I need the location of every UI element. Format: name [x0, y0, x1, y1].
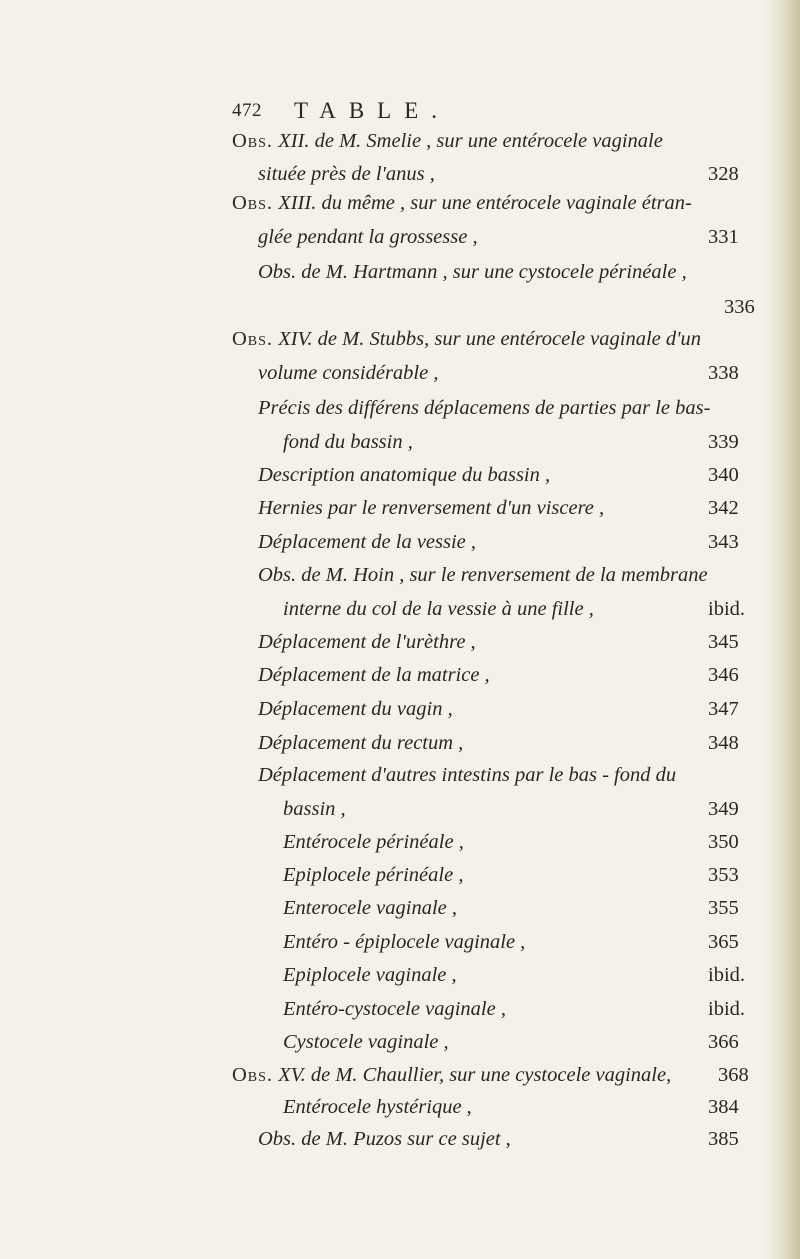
- entry-page-number: 385: [708, 1128, 739, 1150]
- entry-title: Hernies par le renversement d'un viscere ,: [258, 497, 605, 519]
- index-entry: [0, 1058, 760, 1092]
- entry-title: Obs. de M. Hoin , sur le renversement de la membrane: [258, 564, 708, 586]
- entry-page-number: 347: [708, 698, 739, 720]
- index-entry: [0, 658, 760, 692]
- index-entry: [0, 625, 760, 659]
- index-entry: [0, 592, 760, 626]
- entry-title: située près de l'anus ,: [258, 163, 435, 185]
- entry-page-number: 355: [708, 897, 739, 919]
- entry-text: [258, 491, 604, 525]
- entry-text: [283, 592, 594, 626]
- index-entry: [0, 124, 760, 158]
- entry-text: [283, 891, 457, 925]
- entry-page-number: 336: [724, 296, 755, 318]
- entry-text: [258, 255, 687, 289]
- entry-text: [283, 858, 463, 892]
- entry-text: [258, 726, 463, 760]
- entry-title: Déplacement du vagin ,: [258, 698, 453, 720]
- entry-title: fond du bassin ,: [283, 431, 413, 453]
- entry-label: Obs.: [232, 328, 274, 350]
- index-entry: [0, 525, 760, 559]
- index-entry: [0, 792, 760, 826]
- entry-page-number: 350: [708, 831, 739, 853]
- entry-title: bassin ,: [283, 798, 346, 820]
- index-entry: [0, 491, 760, 525]
- entry-text: [232, 124, 663, 158]
- entry-text: [258, 758, 676, 792]
- entry-page-number: 338: [708, 362, 739, 384]
- entry-title: Epiplocele vaginale ,: [283, 964, 457, 986]
- entry-page-number: ibid.: [708, 598, 746, 620]
- entry-title: Enterocele vaginale ,: [283, 897, 457, 919]
- entry-title: Cystocele vaginale ,: [283, 1031, 449, 1053]
- entry-text: [283, 1025, 449, 1059]
- entry-text: [283, 958, 457, 992]
- index-entry: [0, 1122, 760, 1156]
- entry-text: [258, 1122, 511, 1156]
- entry-text: [258, 625, 476, 659]
- index-entry: [0, 692, 760, 726]
- entry-title: interne du col de la vessie à une fille ,: [283, 598, 594, 620]
- entry-page-number: 346: [708, 664, 739, 686]
- entry-text: [283, 992, 506, 1026]
- running-title: TABLE.: [294, 98, 451, 123]
- index-entry: [0, 425, 760, 459]
- entry-page-number: 366: [708, 1031, 739, 1053]
- index-entry: [0, 958, 760, 992]
- entry-page-number: 384: [708, 1096, 739, 1118]
- entry-page-number: 342: [708, 497, 739, 519]
- entry-page-number: 349: [708, 798, 739, 820]
- entry-title: XV. de M. Chaullier, sur une cystocele vaginale,: [278, 1064, 672, 1086]
- entry-label: Obs.: [232, 130, 274, 152]
- entry-text: [283, 925, 525, 959]
- entry-page-number: 365: [708, 931, 739, 953]
- entry-page-number: 340: [708, 464, 739, 486]
- entry-text: [258, 356, 438, 390]
- entry-text: [258, 525, 476, 559]
- index-entry: [0, 1090, 760, 1124]
- entry-text: [283, 825, 464, 859]
- entry-page-number: 343: [708, 531, 739, 553]
- entry-text: [232, 1058, 671, 1092]
- entry-label: Obs.: [232, 1064, 274, 1086]
- index-entry: [0, 758, 760, 792]
- entry-page-number: ibid.: [708, 998, 746, 1020]
- index-entry: [0, 925, 760, 959]
- entry-text: [258, 220, 478, 254]
- entry-title: Entérocele hystérique ,: [283, 1096, 472, 1118]
- entry-text: [283, 1090, 472, 1124]
- entry-title: Déplacement de la matrice ,: [258, 664, 490, 686]
- index-entry: [0, 290, 760, 324]
- entry-text: [258, 658, 490, 692]
- entry-page-number: ibid.: [708, 964, 746, 986]
- entry-page-number: 368: [718, 1064, 749, 1086]
- index-entry: [0, 322, 760, 356]
- index-entry: [0, 356, 760, 390]
- entry-page-number: 331: [708, 226, 739, 248]
- entry-title: Entérocele périnéale ,: [283, 831, 464, 853]
- entry-title: XII. de M. Smelie , sur une entérocele vaginale: [278, 130, 663, 152]
- entry-title: XIV. de M. Stubbs, sur une entérocele vaginale d'un: [278, 328, 702, 350]
- entry-title: Déplacement de l'urèthre ,: [258, 631, 476, 653]
- page-edge-shadow: [764, 0, 800, 1259]
- entry-page-number: 328: [708, 163, 739, 185]
- entry-title: Description anatomique du bassin ,: [258, 464, 551, 486]
- entry-text: [258, 692, 453, 726]
- index-entry: [0, 255, 760, 289]
- entry-page-number: 345: [708, 631, 739, 653]
- index-entry: [0, 726, 760, 760]
- entry-title: Epiplocele périnéale ,: [283, 864, 464, 886]
- index-entry: [0, 558, 760, 592]
- entry-page-number: 348: [708, 732, 739, 754]
- entry-title: Entéro-cystocele vaginale ,: [283, 998, 506, 1020]
- entry-title: Déplacement du rectum ,: [258, 732, 464, 754]
- index-entry: [0, 825, 760, 859]
- index-entry: [0, 186, 760, 220]
- index-entry: [0, 220, 760, 254]
- entry-text: [283, 792, 346, 826]
- index-entry: [0, 458, 760, 492]
- entry-title: Précis des différens déplacemens de parties par le bas-: [258, 397, 711, 419]
- entry-title: volume considérable ,: [258, 362, 439, 384]
- entry-text: [232, 186, 692, 220]
- index-entry: [0, 992, 760, 1026]
- entry-page-number: 353: [708, 864, 739, 886]
- entry-label: Obs.: [232, 192, 274, 214]
- index-entry: [0, 858, 760, 892]
- index-entry: [0, 891, 760, 925]
- entry-title: Déplacement de la vessie ,: [258, 531, 477, 553]
- entry-title: Obs. de M. Hartmann , sur une cystocele périnéale ,: [258, 261, 687, 283]
- entry-title: XIII. du même , sur une entérocele vaginale étran-: [278, 192, 692, 214]
- page-number: 472: [232, 100, 262, 121]
- entry-text: [258, 458, 550, 492]
- entry-title: glée pendant la grossesse ,: [258, 226, 478, 248]
- entry-text: [232, 322, 701, 356]
- entry-title: Entéro - épiplocele vaginale ,: [283, 931, 526, 953]
- entry-text: [258, 558, 708, 592]
- entry-title: Déplacement d'autres intestins par le bas - fond du: [258, 764, 677, 786]
- entry-text: [283, 425, 413, 459]
- index-entry: [0, 1025, 760, 1059]
- entry-text: [258, 391, 710, 425]
- entry-title: Obs. de M. Puzos sur ce sujet ,: [258, 1128, 511, 1150]
- index-entry: [0, 391, 760, 425]
- page-header: [232, 98, 632, 126]
- entry-page-number: 339: [708, 431, 739, 453]
